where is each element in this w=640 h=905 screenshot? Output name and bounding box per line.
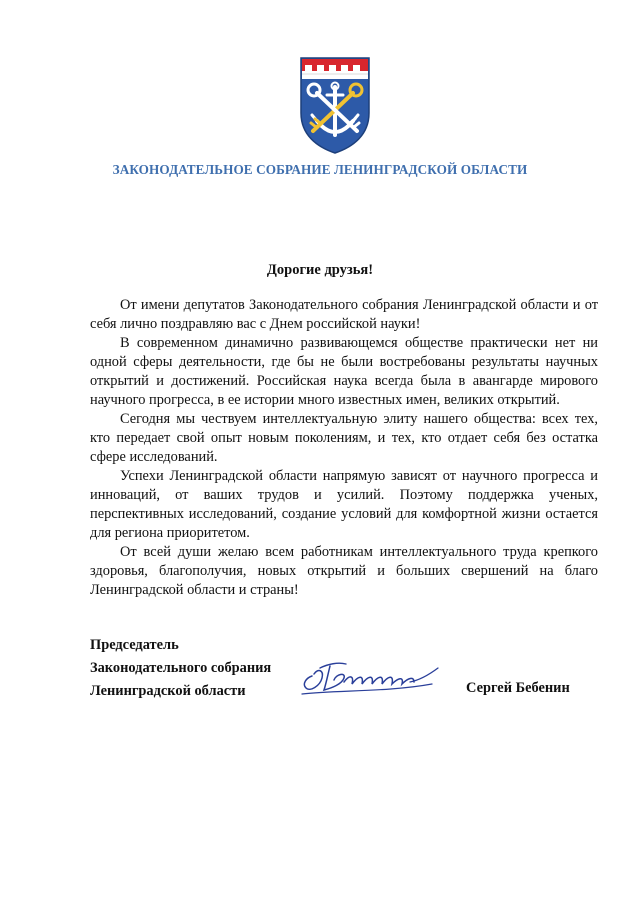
signatory-title-line: Ленинградской области <box>90 683 246 699</box>
organization-name: ЗАКОНОДАТЕЛЬНОЕ СОБРАНИЕ ЛЕНИНГРАДСКОЙ ОБЛАСТИ <box>112 162 528 177</box>
signatory-title <box>90 634 271 703</box>
letter-greeting: Дорогие друзья! <box>266 262 374 278</box>
coat-of-arms-icon <box>297 55 373 155</box>
letter-paragraph: От всей души желаю всем работникам интеллектуального труда крепкого здоровья, благополучия, новых открытий и больших свершений на благо Ленинградской области и страны! <box>90 544 598 598</box>
letter-paragraph: Сегодня мы чествуем интеллектуальную элиту нашего общества: всех тех, кто передает свой опыт новым поколениям, и тех, кто отдает себя без остатка сфере исследований. <box>90 411 598 465</box>
signatory-title-line: Законодательного собрания <box>90 660 272 676</box>
letter-body <box>90 296 598 600</box>
signer-name: Сергей Бебенин <box>466 680 570 696</box>
letter-paragraph: Успехи Ленинградской области напрямую зависят от научного прогресса и инноваций, от ваших трудов и усилий. Поэтому поддержка ученых, перспективных исследований, создание условий для комфортной жизни остается для региона приоритетом. <box>90 468 598 541</box>
letter-paragraph: От имени депутатов Законодательного собрания Ленинградской области и от себя лично поздравляю вас с Днем российской науки! <box>90 297 598 332</box>
letter-paragraph: В современном динамично развивающемся обществе практически нет ни одной сферы деятельности, где бы не были востребованы результаты научных открытий и достижений. Российская наука всегда была в авангарде мирового научного прогресса, в ее истории много известных имен, великих открытий. <box>90 335 598 408</box>
handwritten-signature-icon <box>298 654 446 700</box>
signatory-title-line: Председатель <box>90 637 179 653</box>
